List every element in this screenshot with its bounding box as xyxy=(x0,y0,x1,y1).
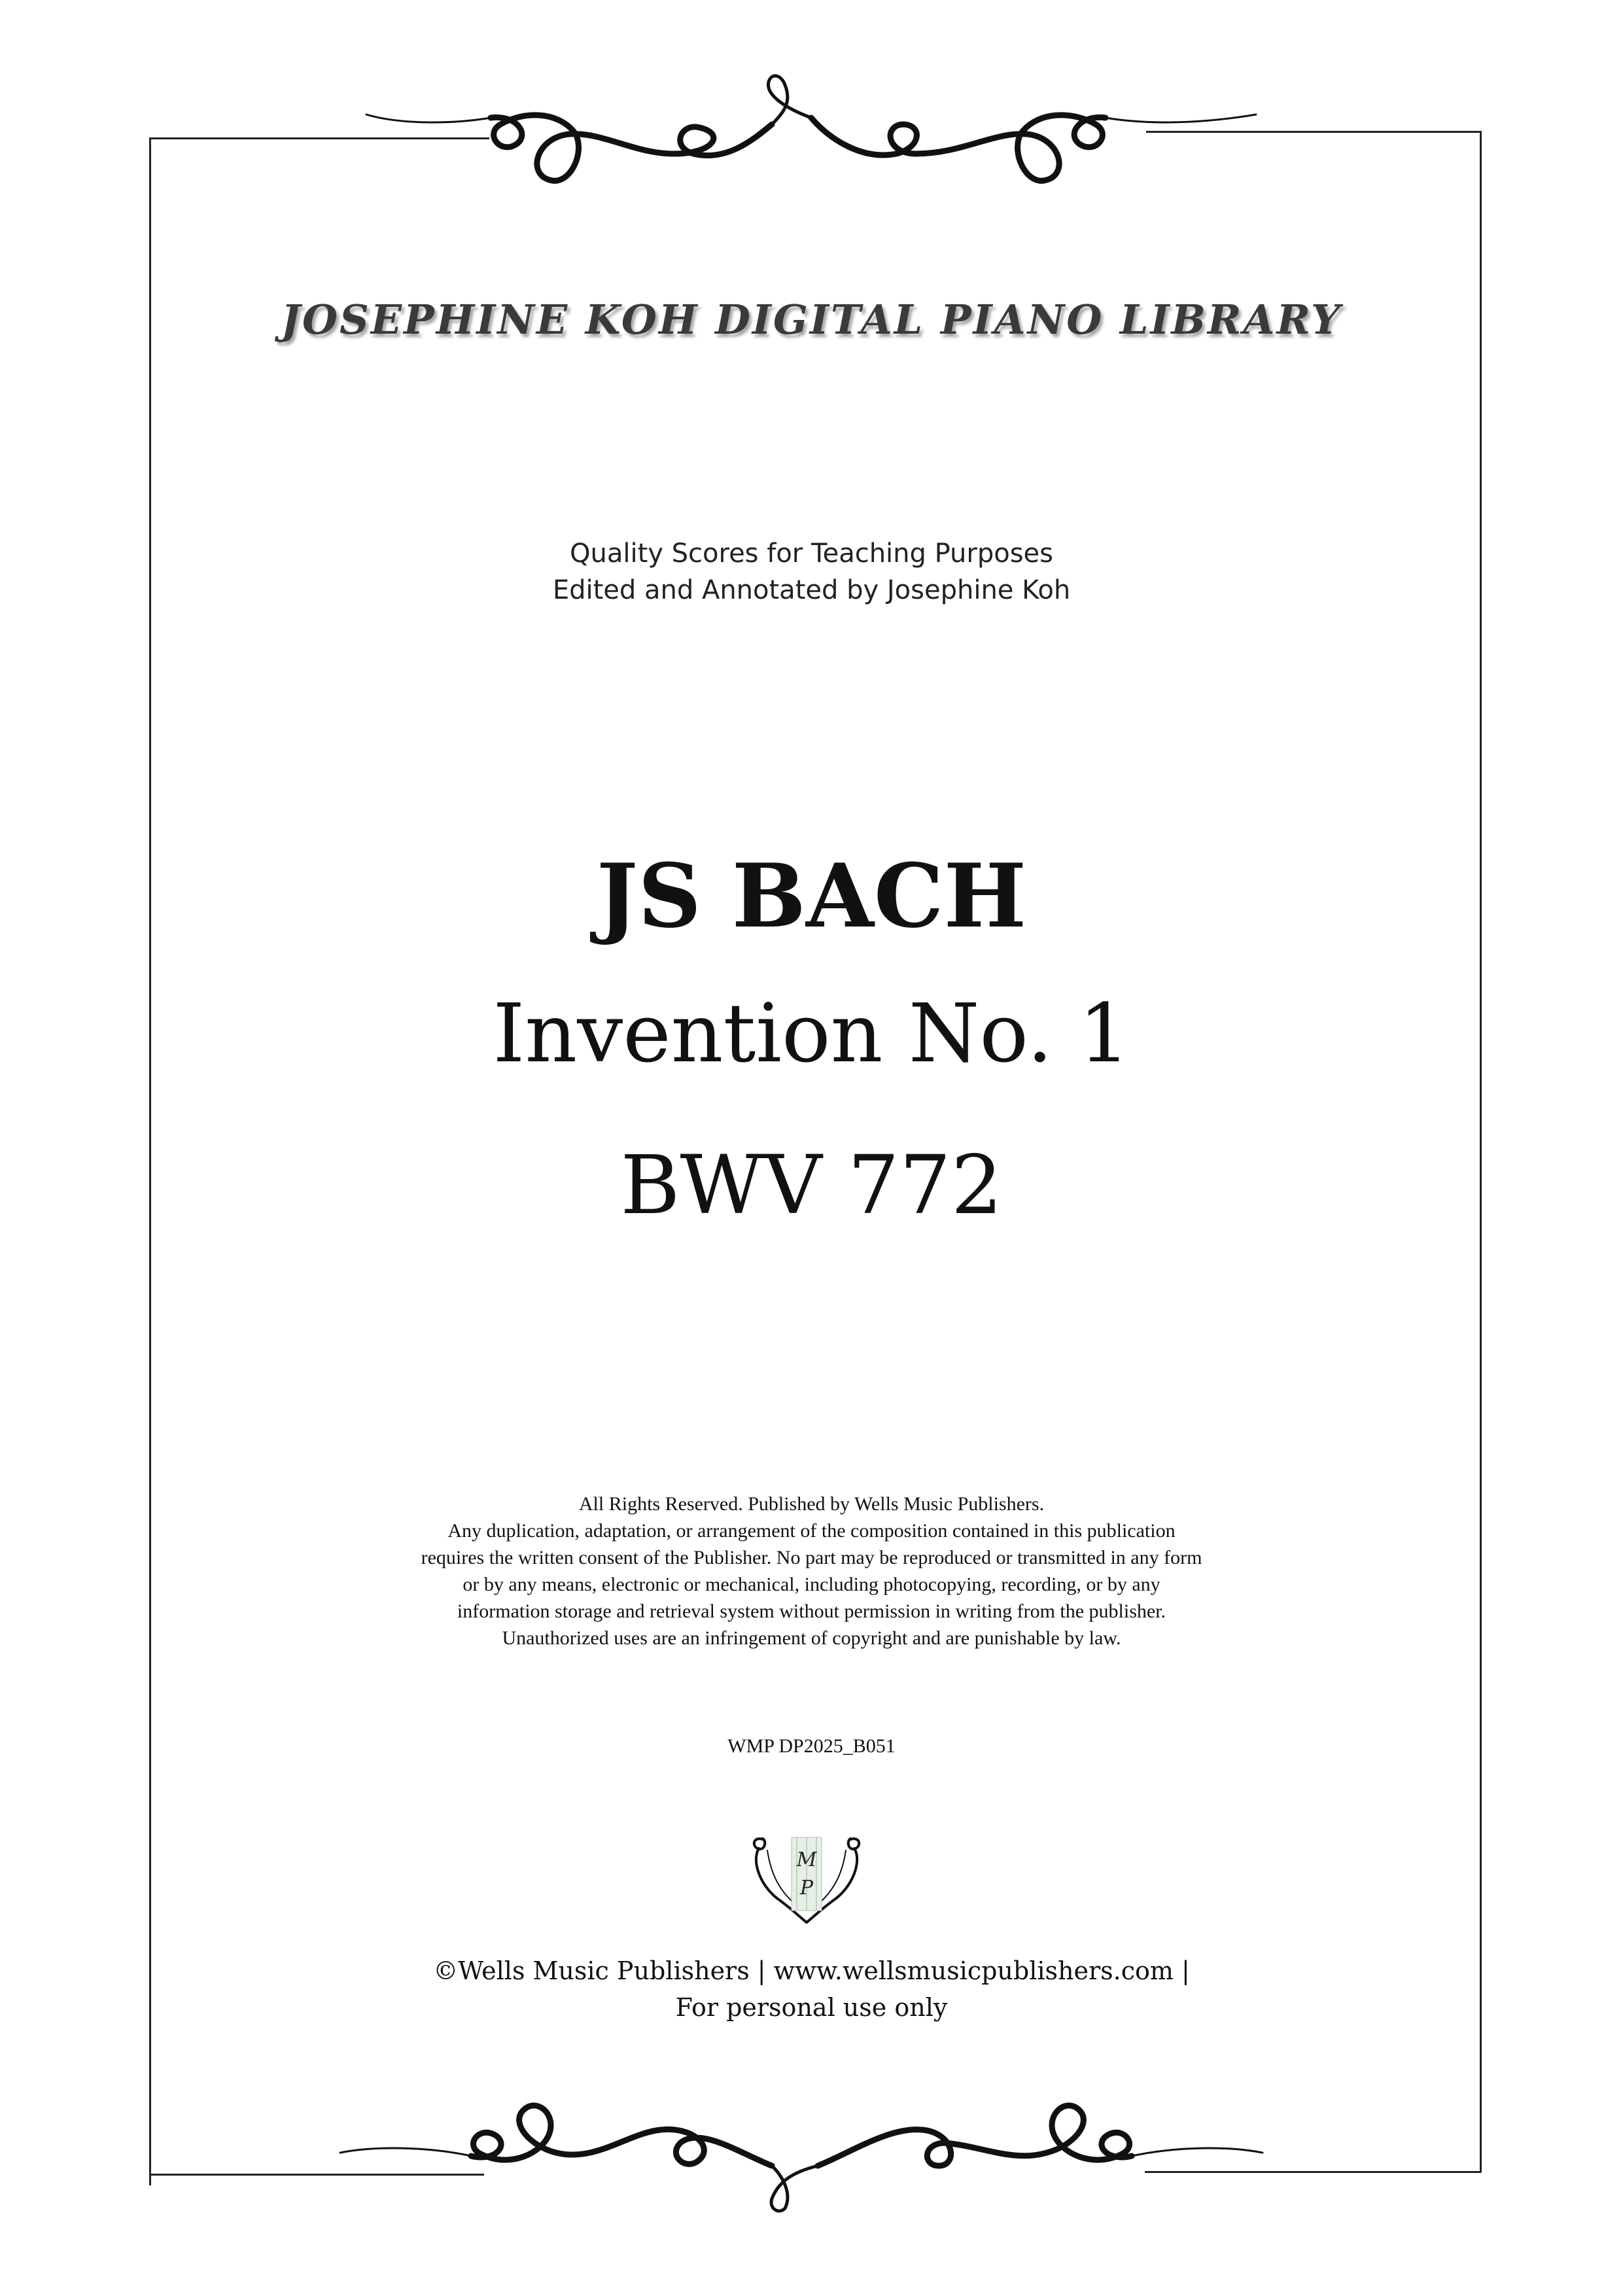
rights-line: information storage and retrieval system without permission in writing from the publisher. xyxy=(457,1600,1166,1622)
rights-line: Unauthorized uses are an infringement of copyright and are punishable by law. xyxy=(502,1627,1121,1649)
svg-text:M: M xyxy=(796,1848,817,1871)
flourish-top-icon xyxy=(360,62,1263,193)
rights-line: All Rights Reserved. Published by Wells Music Publishers. xyxy=(578,1493,1045,1515)
tagline-quality: Quality Scores for Teaching Purposes xyxy=(570,539,1053,569)
catalog-number: BWV 772 xyxy=(620,1139,1003,1233)
composer-name: JS BACH xyxy=(596,844,1027,947)
flourish-bottom-icon xyxy=(334,2081,1269,2218)
library-title: JOSEPHINE KOH DIGITAL PIANO LIBRARY xyxy=(281,296,1342,344)
work-title: Invention No. 1 xyxy=(493,987,1130,1081)
tagline-editor: Edited and Annotated by Josephine Koh xyxy=(552,575,1071,605)
lyre-logo-icon xyxy=(744,1826,869,1924)
publication-code: WMP DP2025_B051 xyxy=(727,1735,896,1757)
rights-line: or by any means, electronic or mechanical, including photocopying, recording, or by any xyxy=(462,1574,1161,1595)
footer-usage: For personal use only xyxy=(675,1993,948,2022)
svg-text:P: P xyxy=(799,1877,814,1899)
rights-notice xyxy=(0,1491,1623,1651)
footer-copyright: ©Wells Music Publishers | www.wellsmusicpublishers.com | xyxy=(433,1956,1190,1985)
rights-line: Any duplication, adaptation, or arrangement of the composition contained in this publication xyxy=(447,1520,1176,1542)
rights-line: requires the written consent of the Publisher. No part may be reproduced or transmitted in any form xyxy=(421,1547,1202,1568)
